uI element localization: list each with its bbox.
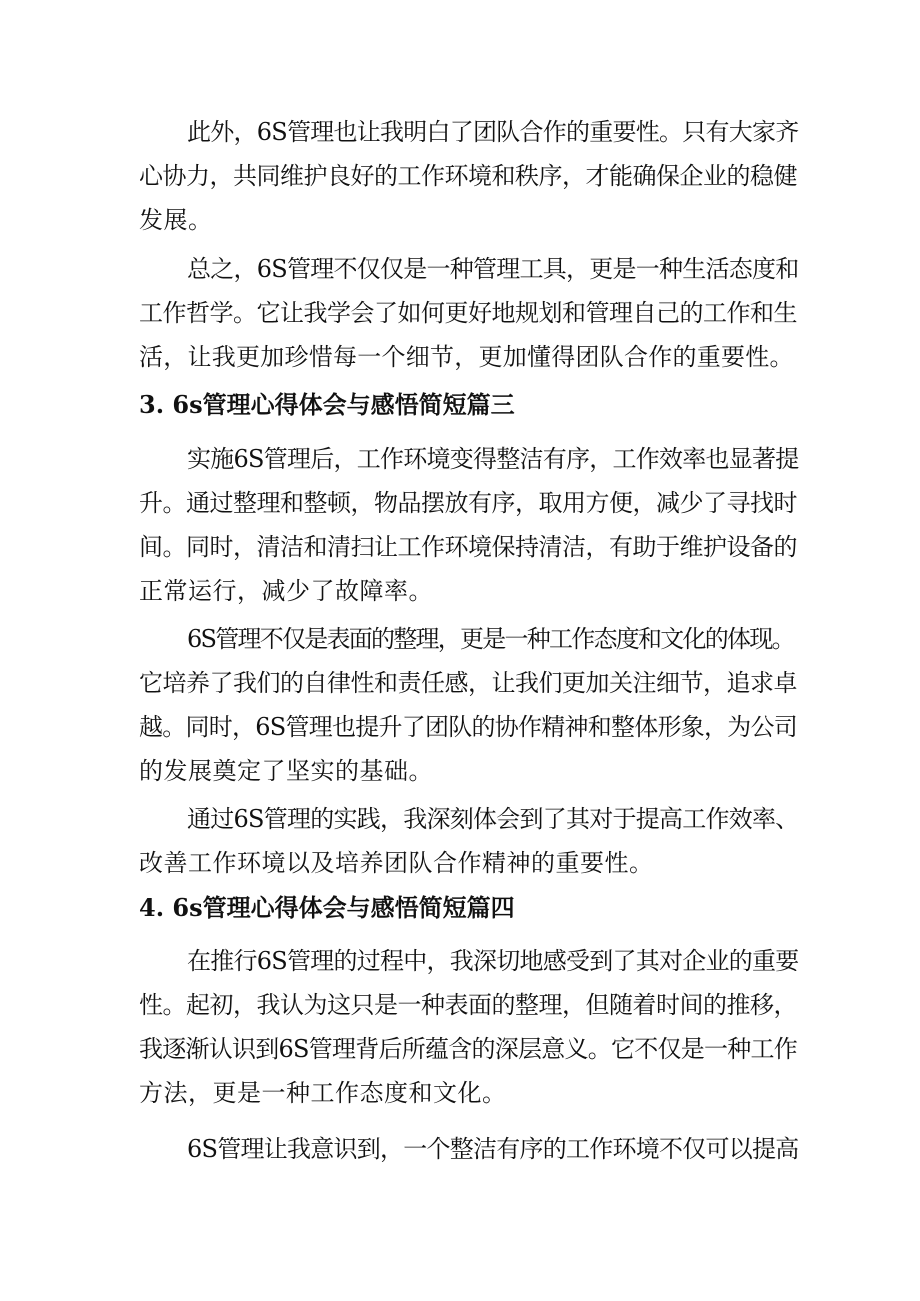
paragraph-line: 工作哲学。它让我学会了如何更好地规划和管理自己的工作和生	[139, 299, 797, 327]
paragraph-line: 它培养了我们的自律性和责任感，让我们更加关注细节，追求卓	[139, 669, 797, 697]
paragraph-line: 此外，6S管理也让我明白了团队合作的重要性。只有大家齐	[187, 118, 799, 146]
paragraph-line: 间。同时，清洁和清扫让工作环境保持清洁，有助于维护设备的	[139, 533, 797, 561]
paragraph-line: 在推行6S管理的过程中，我深切地感受到了其对企业的重要	[187, 947, 799, 975]
paragraph-line: 总之，6S管理不仅仅是一种管理工具，更是一种生活态度和	[187, 255, 799, 283]
paragraph-line: 的发展奠定了坚实的基础。	[139, 757, 433, 785]
paragraph-line: 方法，更是一种工作态度和文化。	[139, 1079, 507, 1107]
paragraph-line: 发展。	[139, 206, 213, 234]
paragraph-line: 越。同时，6S管理也提升了团队的协作精神和整体形象，为公司	[139, 713, 797, 741]
paragraph-line: 通过6S管理的实践，我深刻体会到了其对于提高工作效率、	[187, 805, 799, 833]
paragraph-line: 性。起初，我认为这只是一种表面的整理，但随着时间的推移，	[139, 991, 797, 1019]
section-heading: 4. 6s管理心得体会与感悟简短篇四	[139, 893, 515, 922]
paragraph-line: 6S管理让我意识到，一个整洁有序的工作环境不仅可以提高	[187, 1135, 799, 1163]
paragraph-line: 我逐渐认识到6S管理背后所蕴含的深层意义。它不仅是一种工作	[139, 1035, 797, 1063]
paragraph-line: 正常运行，减少了故障率。	[139, 577, 433, 605]
paragraph-line: 升。通过整理和整顿，物品摆放有序，取用方便，减少了寻找时	[139, 489, 797, 517]
paragraph-line: 心协力，共同维护良好的工作环境和秩序，才能确保企业的稳健	[139, 162, 797, 190]
paragraph-line: 实施6S管理后，工作环境变得整洁有序，工作效率也显著提	[187, 445, 799, 473]
paragraph-line: 活，让我更加珍惜每一个细节，更加懂得团队合作的重要性。	[139, 343, 794, 371]
paragraph-line: 6S管理不仅是表面的整理，更是一种工作态度和文化的体现。	[187, 625, 794, 653]
section-heading: 3. 6s管理心得体会与感悟简短篇三	[139, 390, 515, 419]
paragraph-line: 改善工作环境以及培养团队合作精神的重要性。	[139, 849, 654, 877]
